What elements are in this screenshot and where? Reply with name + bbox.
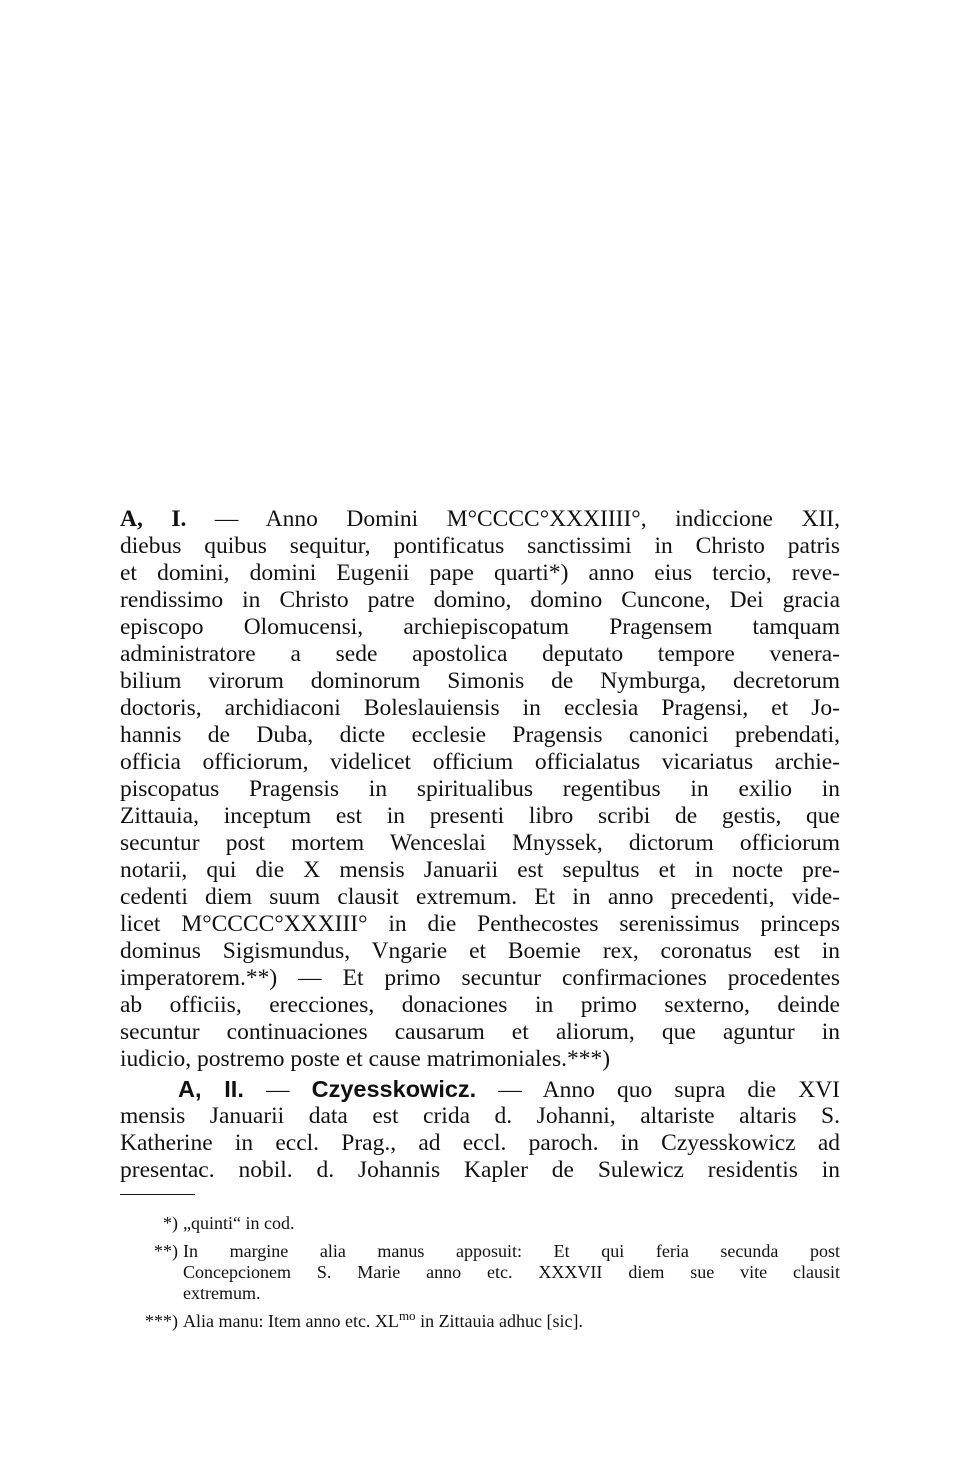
footnotes bbox=[120, 1213, 840, 1339]
text-line: Zittauia, inceptum est in presenti libro scribi de gestis, que bbox=[120, 803, 840, 829]
heading-dash: — bbox=[243, 1077, 312, 1103]
section-a-i bbox=[120, 506, 840, 1073]
text-line: doctoris, archidiaconi Boleslauiensis in ecclesia Pragensi, et Jo- bbox=[120, 695, 840, 721]
footnote-line: „quinti“ in cod. bbox=[183, 1213, 295, 1233]
text-line: diebus quibus sequitur, pontificatus sanctissimi in Christo patris bbox=[120, 533, 840, 559]
text-line: secuntur post mortem Wenceslai Mnyssek, dictorum officiorum bbox=[120, 830, 840, 856]
text-line bbox=[120, 1076, 840, 1103]
text-line: officia officiorum, videlicet officium officialatus vicariatus archie- bbox=[120, 749, 840, 775]
footnote-line bbox=[183, 1308, 840, 1332]
text-line: episcopo Olomucensi, archiepiscopatum Pragensem tamquam bbox=[120, 614, 840, 640]
footnote-text bbox=[183, 1308, 840, 1332]
text-line: et domini, domini Eugenii pape quarti*) anno eius tercio, reve- bbox=[120, 560, 840, 586]
text-line: notarii, qui die X mensis Januarii est sepultus et in nocte pre- bbox=[120, 857, 840, 883]
footnote-line: extremum. bbox=[183, 1283, 261, 1303]
footnote-line: Concepcionem S. Marie anno etc. XXXVII diem sue vite clausit bbox=[183, 1262, 840, 1282]
place-name: Czyesskowicz. bbox=[311, 1076, 477, 1102]
section-heading: A, I. bbox=[120, 506, 187, 532]
text-line: iudicio, postremo poste et cause matrimoniales.***) bbox=[120, 1046, 611, 1072]
footnote-segment: Alia manu: Item anno etc. XL bbox=[183, 1311, 399, 1331]
text-line: bilium virorum dominorum Simonis de Nymburga, decretorum bbox=[120, 668, 840, 694]
footnote-mark: *) bbox=[163, 1213, 178, 1233]
footnote bbox=[120, 1213, 840, 1234]
text-line-content: — Anno Domini M°CCCC°XXXIIII°, indiccione XII, bbox=[186, 506, 840, 532]
text-line-content: — Anno quo supra die XVI bbox=[476, 1077, 841, 1103]
footnote-mark: **) bbox=[154, 1241, 178, 1261]
footnote-line: In margine alia manus apposuit: Et qui feria secunda post bbox=[183, 1241, 840, 1261]
superscript: mo bbox=[398, 1308, 416, 1323]
text-line: hannis de Duba, dicte ecclesie Pragensis canonici prebendati, bbox=[120, 722, 840, 748]
footnote-divider bbox=[120, 1194, 195, 1195]
text-line: mensis Januarii data est crida d. Johanni, altariste altaris S. bbox=[120, 1103, 840, 1129]
section-heading: A, II. bbox=[178, 1076, 244, 1102]
text-line: rendissimo in Christo patre domino, domino Cuncone, Dei gracia bbox=[120, 587, 840, 613]
text-line: presentac. nobil. d. Johannis Kapler de Sulewicz residentis in bbox=[120, 1157, 840, 1183]
footnote-mark: ***) bbox=[145, 1311, 178, 1331]
text-line bbox=[120, 506, 840, 533]
footnote-text bbox=[183, 1213, 840, 1234]
text-line: cedenti diem suum clausit extremum. Et in anno precedenti, vide- bbox=[120, 884, 840, 910]
text-line: piscopatus Pragensis in spiritualibus regentibus in exilio in bbox=[120, 776, 840, 802]
footnote bbox=[120, 1241, 840, 1304]
text-line: dominus Sigismundus, Vngarie et Boemie rex, coronatus est in bbox=[120, 938, 840, 964]
footnote-text bbox=[183, 1241, 840, 1304]
footnote-segment: in Zittauia adhuc [sic]. bbox=[415, 1311, 584, 1331]
text-line: secuntur continuaciones causarum et aliorum, que aguntur in bbox=[120, 1019, 840, 1045]
footnote bbox=[120, 1308, 840, 1332]
section-a-ii bbox=[120, 1076, 840, 1184]
text-line: Katherine in eccl. Prag., ad eccl. paroch. in Czyesskowicz ad bbox=[120, 1130, 840, 1156]
text-line: licet M°CCCC°XXXIII° in die Penthecostes serenissimus princeps bbox=[120, 911, 840, 937]
main-text bbox=[120, 506, 840, 1184]
text-line: imperatorem.**) — Et primo secuntur confirmaciones procedentes bbox=[120, 965, 840, 991]
text-line: ab officiis, erecciones, donaciones in primo sexterno, deinde bbox=[120, 992, 840, 1018]
text-line: administratore a sede apostolica deputato tempore venera- bbox=[120, 641, 840, 667]
